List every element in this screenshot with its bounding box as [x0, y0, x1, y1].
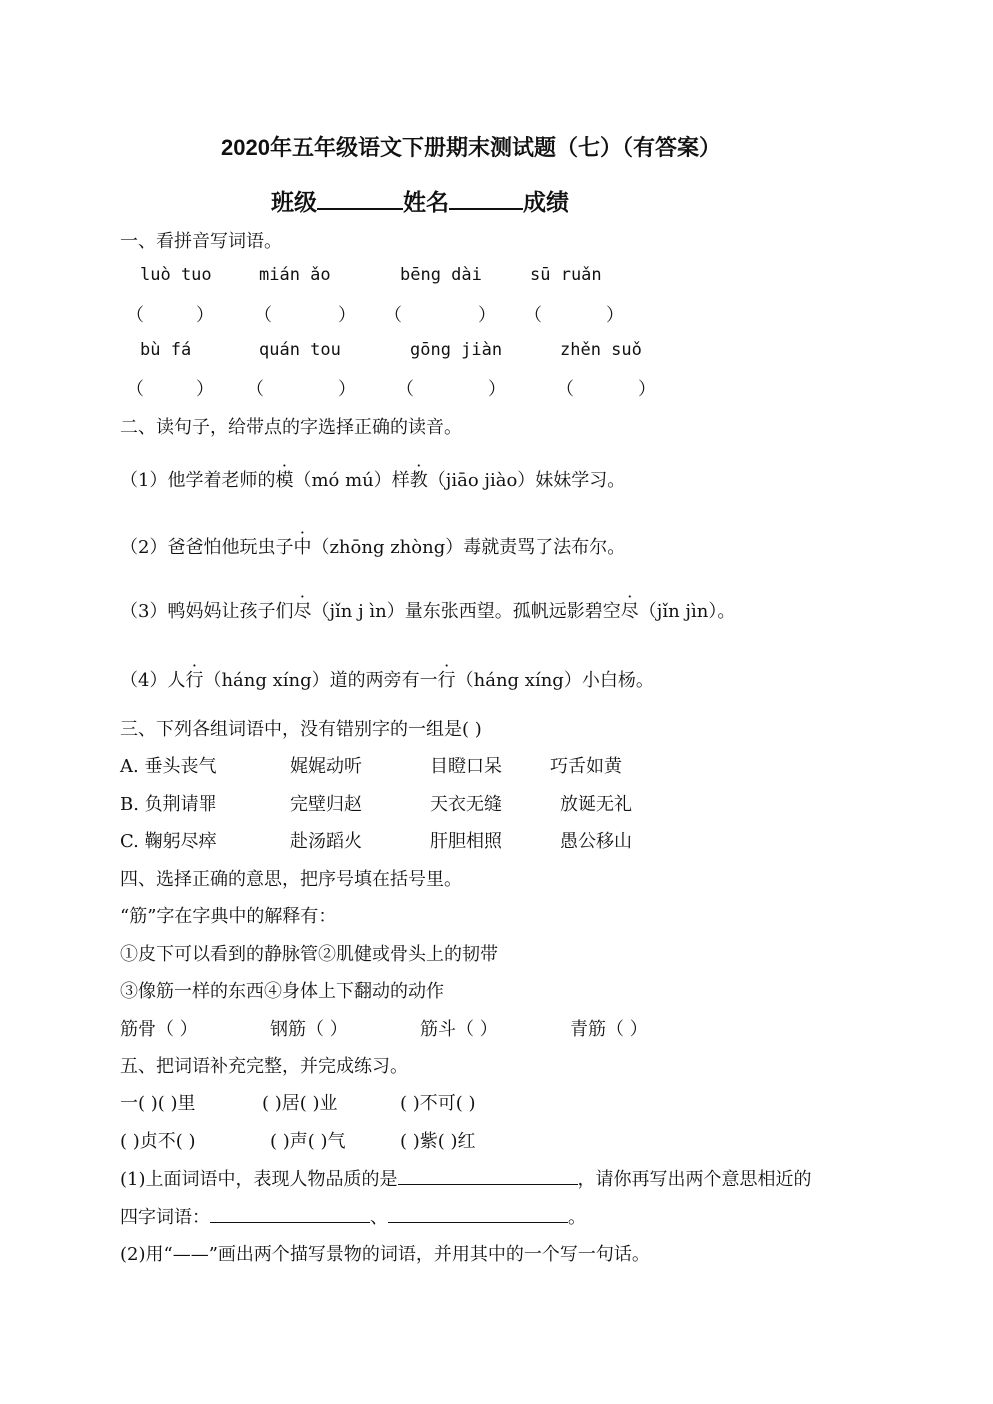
question-2-1 [120, 466, 625, 492]
question-2-3 [120, 597, 735, 623]
answer-box-5-close: ） [196, 379, 214, 400]
answer-box-6-close: ） [338, 379, 356, 400]
answer-box-5-open: （ [126, 379, 144, 400]
q2-3-dotted-char: 尽 [293, 601, 312, 622]
q5-1-blank-3[interactable] [388, 1204, 568, 1223]
pinyin-2: mián ǎo [259, 265, 331, 285]
pinyin-7: gōng jiàn [410, 340, 503, 360]
section-1-heading: 一、看拼音写词语。 [120, 231, 282, 252]
option-c-2: 赴汤蹈火 [290, 831, 362, 852]
class-blank[interactable] [317, 188, 403, 210]
q5-1-blank-2[interactable] [210, 1204, 370, 1223]
q5-1-end: 。 [568, 1207, 586, 1228]
idiom-2: ( )居( )业 [262, 1093, 338, 1114]
idiom-4: ( )贞不( ) [120, 1131, 196, 1152]
answer-box-4-close: ） [606, 305, 624, 326]
q2-1-text-c: （mó mú）样 [293, 470, 410, 491]
word-item-4: 青筋（ ） [570, 1019, 648, 1040]
question-2-4 [120, 666, 654, 692]
q5-1-separator: 、 [370, 1207, 388, 1228]
q2-2-text-c: （zhōng zhòng）毒就责骂了法布尔。 [311, 537, 626, 558]
pinyin-5: bù fá [140, 340, 192, 360]
idiom-3: ( )不可( ) [400, 1093, 476, 1114]
definition-intro: “筋”字在字典中的解释有： [120, 906, 337, 927]
q2-3-text-a: （3）鸭妈妈让孩子们 [120, 601, 294, 622]
page-title: 2020年五年级语文下册期末测试题（七）（有答案） [221, 135, 721, 160]
answer-box-8-close: ） [638, 379, 656, 400]
q5-1-text-c: 四字词语： [120, 1207, 210, 1228]
idiom-5: ( )声( )气 [270, 1131, 346, 1152]
section-3-heading: 三、下列各组词语中，没有错别字的一组是( ) [120, 719, 482, 740]
name-blank[interactable] [449, 188, 523, 210]
score-label: 成绩 [523, 189, 569, 215]
definition-line-1: ①皮下可以看到的静脉管②肌健或骨头上的韧带 [120, 944, 498, 965]
q2-4-text-c: （háng xíng）道的两旁有一 [203, 670, 438, 691]
option-b-2: 完壁归赵 [290, 794, 362, 815]
q2-1-text-a: （1）他学着老师的 [120, 470, 276, 491]
word-item-1: 筋骨（ ） [120, 1019, 198, 1040]
pinyin-8: zhěn suǒ [560, 340, 642, 360]
q2-3-text-c: （jǐn j ìn）量东张西望。孤帆远影碧空 [311, 601, 621, 622]
q5-1-text-b: ，请你再写出两个意思相近的 [577, 1169, 812, 1190]
answer-box-4-open: （ [524, 305, 542, 326]
answer-box-1-open: （ [126, 305, 144, 326]
pinyin-6: quán tou [259, 340, 341, 360]
name-label: 姓名 [403, 189, 449, 215]
option-c-4: 愚公移山 [560, 831, 632, 852]
section-5-heading: 五、把词语补充完整，并完成练习。 [120, 1056, 408, 1077]
option-a-1: A. 垂头丧气 [120, 756, 217, 777]
word-item-2: 钢筋（ ） [270, 1019, 348, 1040]
option-c-3: 肝胆相照 [430, 831, 502, 852]
answer-box-1-close: ） [196, 305, 214, 326]
pinyin-1: luò tuo [140, 265, 212, 285]
definition-line-2: ③像筋一样的东西④身体上下翻动的动作 [120, 981, 444, 1002]
answer-box-3-close: ） [478, 305, 496, 326]
q2-4-text-a: （4）人 [120, 670, 186, 691]
option-a-2: 娓娓动听 [290, 756, 362, 777]
q2-1-dotted-char: 模 [275, 470, 294, 491]
section-2-heading: 二、读句子，给带点的字选择正确的读音。 [120, 417, 462, 438]
option-b-4: 放诞无礼 [560, 794, 632, 815]
idiom-6: ( )紫( )红 [400, 1131, 476, 1152]
option-a-3: 目瞪口呆 [430, 756, 502, 777]
q5-1-blank[interactable] [398, 1166, 578, 1185]
class-label: 班级 [271, 189, 317, 215]
q2-4-text-e: （háng xíng）小白杨。 [455, 670, 654, 691]
q2-2-text-a: （2）爸爸怕他玩虫子 [120, 537, 294, 558]
pinyin-3: bēng dài [400, 265, 482, 285]
option-a-4: 巧舌如黄 [550, 756, 622, 777]
question-5-2: (2)用“——”画出两个描写景物的词语，并用其中的一个写一句话。 [120, 1244, 650, 1265]
option-c-1: C. 鞠躬尽瘁 [120, 831, 217, 852]
question-2-2 [120, 533, 625, 559]
answer-box-3-open: （ [384, 305, 402, 326]
section-4-heading: 四、选择正确的意思，把序号填在括号里。 [120, 869, 462, 890]
answer-box-2-open: （ [254, 305, 272, 326]
q2-1-dotted-char-2: 教 [409, 470, 428, 491]
word-item-3: 筋斗（ ） [420, 1019, 498, 1040]
answer-box-7-close: ） [488, 379, 506, 400]
q2-1-text-e: （jiāo jiào）妹妹学习。 [427, 470, 626, 491]
q2-3-dotted-char-2: 尽 [620, 601, 639, 622]
idiom-1: 一( )( )里 [120, 1093, 196, 1114]
q2-2-dotted-char: 中 [293, 537, 312, 558]
pinyin-4: sū ruǎn [530, 265, 602, 285]
answer-box-8-open: （ [556, 379, 574, 400]
question-5-1-cont [120, 1203, 586, 1229]
question-5-1 [120, 1165, 812, 1191]
student-info-line [271, 184, 569, 217]
q2-4-dotted-char-2: 行 [437, 670, 456, 691]
answer-box-2-close: ） [338, 305, 356, 326]
option-b-3: 天衣无缝 [430, 794, 502, 815]
answer-box-7-open: （ [396, 379, 414, 400]
q2-4-dotted-char: 行 [185, 670, 204, 691]
answer-box-6-open: （ [246, 379, 264, 400]
q5-1-text-a: (1)上面词语中，表现人物品质的是 [120, 1169, 398, 1190]
q2-3-text-e: （jǐn jìn）。 [638, 601, 736, 622]
option-b-1: B. 负荆请罪 [120, 794, 217, 815]
